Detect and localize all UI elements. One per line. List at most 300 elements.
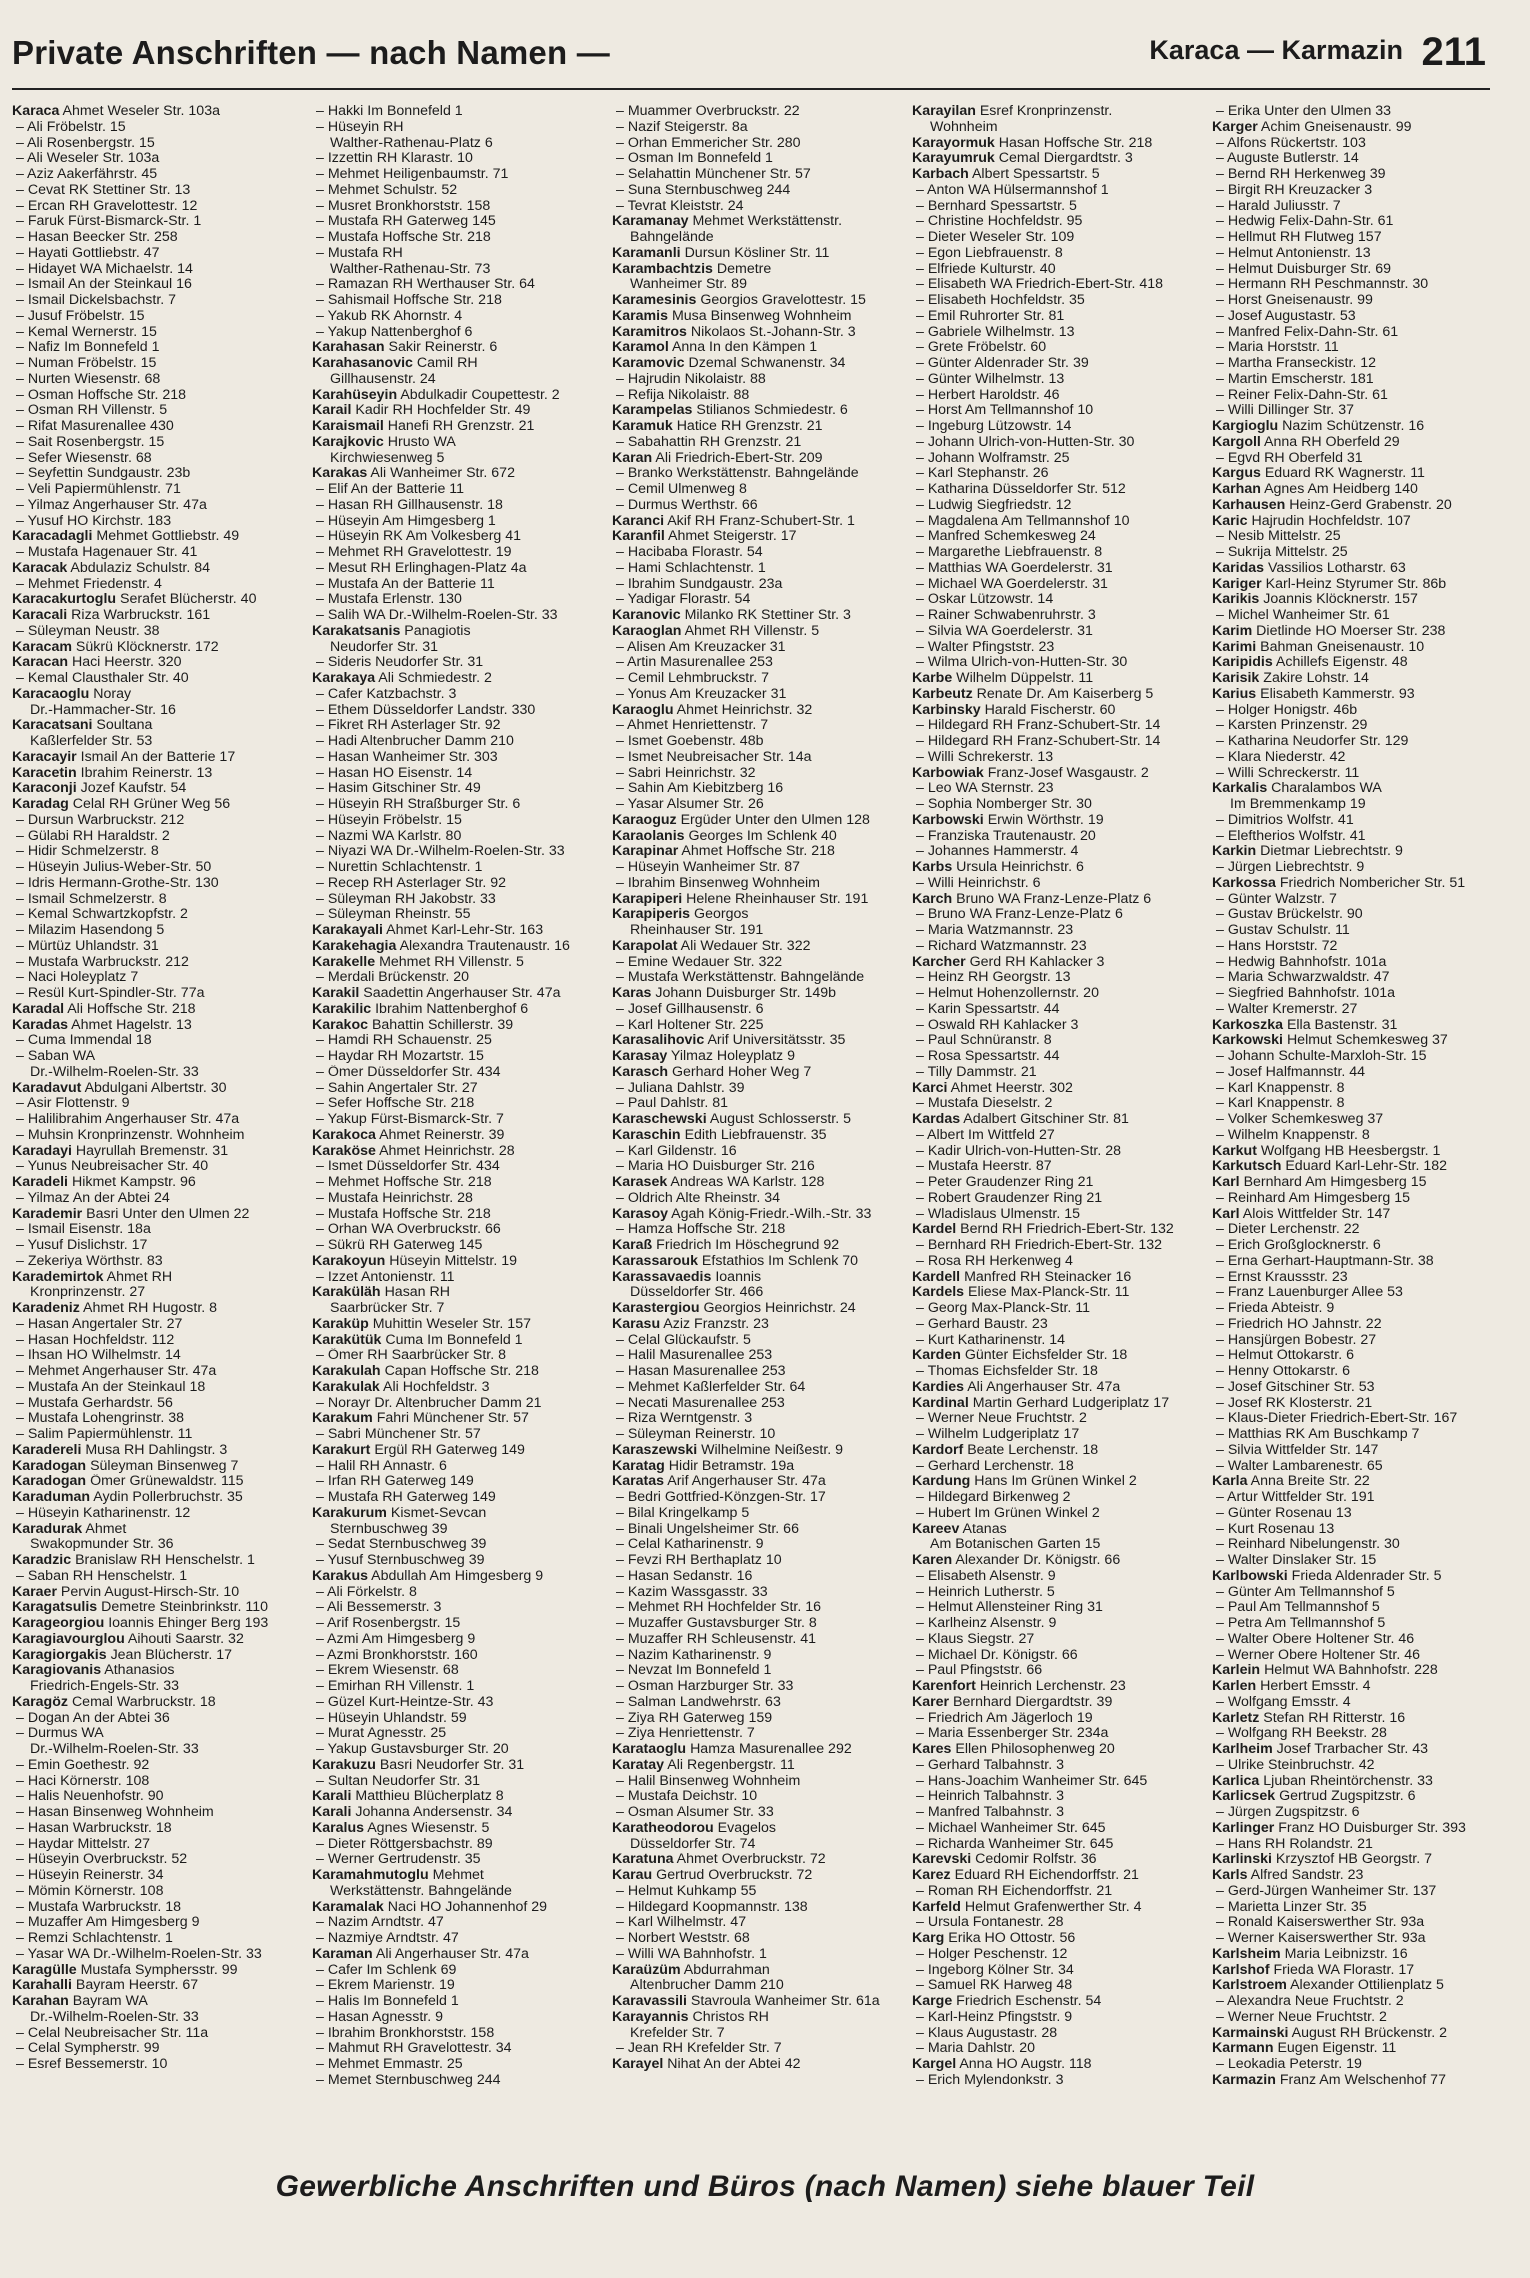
entry-details: Wolfgang HB Heesbergstr. 1 — [1260, 1143, 1441, 1159]
directory-entry — [912, 1474, 1208, 1490]
entry-details: – Manfred Talbahnstr. 3 — [916, 1805, 1065, 1820]
entry-details: Charalambos WA — [1271, 781, 1382, 797]
entry-details: Ali Angerhauser Str. 47a — [967, 1379, 1121, 1395]
directory-entry — [912, 545, 1208, 561]
directory-entry — [12, 1270, 308, 1286]
directory-entry — [612, 1852, 908, 1868]
directory-entry — [312, 876, 608, 892]
entry-details: Martin Gerhard Ludgeriplatz 17 — [972, 1395, 1170, 1411]
entry-details: – Mahmut RH Gravelottestr. 34 — [316, 2041, 512, 2057]
entry-details: – Roman RH Eichendorffstr. 21 — [916, 1883, 1113, 1899]
directory-entry — [612, 718, 908, 734]
entry-details: Kronprinzenstr. 27 — [30, 1285, 146, 1301]
directory-entry — [1212, 1175, 1502, 1191]
directory-entry — [612, 1301, 908, 1317]
entry-details: Naci HO Johannenhof 29 — [387, 1899, 548, 1915]
directory-entry — [912, 1585, 1208, 1601]
directory-entry — [12, 1679, 308, 1695]
entry-details: Hikmet Kampstr. 96 — [71, 1175, 196, 1190]
entry-surname: Karacetin — [12, 765, 77, 781]
entry-details: Anna RH Oberfeld 29 — [1264, 434, 1400, 450]
directory-entry — [912, 970, 1208, 986]
directory-entry — [12, 514, 308, 530]
directory-entry — [612, 781, 908, 797]
entry-details: Zakire Lohstr. 14 — [1263, 671, 1369, 686]
directory-entry — [312, 1112, 608, 1128]
directory-entry — [912, 514, 1208, 530]
entry-details: – Haydar Mittelstr. 27 — [16, 1836, 151, 1852]
directory-entry — [1212, 1978, 1502, 1994]
directory-entry — [12, 1648, 308, 1664]
entry-details: – Auguste Butlerstr. 14 — [1216, 151, 1359, 167]
directory-entry — [12, 1396, 308, 1412]
entry-details: – Paul Pfingststr. 66 — [916, 1663, 1043, 1679]
directory-entry — [612, 482, 908, 498]
entry-details: – Hasan Beecker Str. 258 — [16, 230, 178, 245]
directory-entry — [12, 1128, 308, 1144]
directory-entry — [612, 986, 908, 1002]
directory-entry — [312, 1474, 608, 1490]
entry-details: – Süleyman Neustr. 38 — [16, 623, 160, 639]
entry-details: Serafet Blücherstr. 40 — [120, 592, 257, 608]
directory-entry — [312, 1096, 608, 1112]
entry-details: – Orhan Emmericher Str. 280 — [616, 135, 801, 151]
directory-entry — [312, 498, 608, 514]
directory-entry — [612, 813, 908, 829]
entry-surname: Karkin — [1212, 844, 1257, 860]
entry-details: – Hasan Binsenweg Wohnheim — [16, 1805, 214, 1820]
directory-entry — [612, 1427, 908, 1443]
directory-entry — [1212, 1065, 1502, 1081]
directory-entry — [612, 388, 908, 404]
directory-entry — [912, 829, 1208, 845]
directory-entry — [12, 1364, 308, 1380]
directory-entry — [612, 120, 908, 136]
directory-entry — [912, 1852, 1208, 1868]
entry-details: Mehmet Werkstättenstr. — [692, 214, 843, 230]
entry-surname: Karakaya — [312, 671, 376, 686]
entry-surname: Karagülle — [12, 1962, 77, 1978]
entry-surname: Karadeniz — [12, 1301, 80, 1316]
entry-details: Rheinhauser Str. 191 — [630, 923, 764, 938]
directory-entry — [912, 844, 1208, 860]
entry-details: – Helmut Ottokarstr. 6 — [1216, 1348, 1354, 1364]
entry-details: Mehmet RH Villenstr. 5 — [379, 954, 524, 970]
directory-entry — [312, 529, 608, 545]
entry-details: – Rosa Spessartstr. 44 — [916, 1049, 1060, 1064]
entry-details: – Saban WA — [16, 1049, 96, 1064]
entry-details: Gertrud Overbruckstr. 72 — [656, 1868, 813, 1883]
entry-details: – Necati Masurenallee 253 — [616, 1395, 785, 1411]
entry-details: Mustafa Symphersstr. 99 — [80, 1962, 238, 1978]
entry-details: – Osman Hoffsche Str. 218 — [16, 387, 187, 403]
entry-details: – Rosa RH Herkenweg 4 — [916, 1253, 1073, 1269]
entry-details: – Helmut Duisburger Str. 69 — [1216, 261, 1392, 277]
page-header — [12, 28, 1490, 90]
entry-details: – Kurt Rosenau 13 — [1216, 1521, 1335, 1537]
entry-surname: Karasoy — [612, 1206, 668, 1222]
directory-entry — [312, 545, 608, 561]
directory-entry — [312, 1726, 608, 1742]
entry-details: – Klaus Siegstr. 27 — [916, 1631, 1035, 1647]
entry-details: – Reiner Felix-Dahn-Str. 61 — [1216, 387, 1388, 403]
entry-details: Ahmet Overbruckstr. 72 — [676, 1852, 826, 1868]
directory-entry — [912, 1175, 1208, 1191]
entry-details: Stefan RH Ritterstr. 16 — [1263, 1710, 1406, 1726]
entry-details: – Willi WA Bahnhofstr. 1 — [616, 1946, 767, 1962]
directory-entry — [1212, 1333, 1502, 1349]
directory-entry — [12, 151, 308, 167]
directory-entry — [912, 1443, 1208, 1459]
entry-details: – Hasan Angertaler Str. 27 — [16, 1316, 183, 1332]
entry-details: – Hasan Warbruckstr. 18 — [16, 1820, 172, 1836]
directory-entry — [312, 466, 608, 482]
entry-details: Friedrich Eschenstr. 54 — [956, 1994, 1102, 2009]
directory-entry — [312, 781, 608, 797]
directory-entry — [312, 1695, 608, 1711]
entry-surname: Karadogan — [12, 1458, 87, 1474]
entry-details: – Kemal Wernerstr. 15 — [16, 324, 157, 340]
entry-surname: Karkoszka — [1212, 1017, 1283, 1033]
entry-details: Capan Hoffsche Str. 218 — [384, 1364, 539, 1379]
entry-details: Dietlinde HO Moerser Str. 238 — [1256, 623, 1446, 639]
entry-surname: Karaismail — [312, 419, 384, 434]
entry-details: – Martin Emscherstr. 181 — [1216, 371, 1374, 387]
entry-details: Ibrahim Nattenberghof 6 — [375, 1001, 529, 1017]
directory-entry — [12, 1758, 308, 1774]
directory-entry — [612, 1915, 908, 1931]
directory-entry — [312, 1002, 608, 1018]
entry-details: Milanko RK Stettiner Str. 3 — [684, 608, 851, 623]
entry-details: Evagelos — [717, 1820, 777, 1836]
entry-surname: Karamanli — [612, 245, 681, 261]
entry-details: – Mehmet RH Gravelottestr. 19 — [316, 545, 512, 560]
entry-details: – Leokadia Peterstr. 19 — [1216, 2057, 1362, 2072]
directory-entry — [312, 624, 608, 640]
entry-details: Heinrich Lerchenstr. 23 — [979, 1679, 1126, 1694]
directory-entry — [1212, 1758, 1502, 1774]
entry-details: Mehmet Gottliebstr. 49 — [96, 529, 240, 545]
entry-surname: Karfeld — [912, 1899, 961, 1915]
entry-surname: Karamahmutoglu — [312, 1868, 429, 1883]
directory-entry — [312, 325, 608, 341]
entry-details: – Cemil Lehmbruckstr. 7 — [616, 671, 769, 686]
directory-entry — [912, 687, 1208, 703]
entry-details: Ibrahim Reinerstr. 13 — [80, 765, 213, 781]
directory-entry — [312, 1033, 608, 1049]
entry-details: – Dieter Weseler Str. 109 — [916, 230, 1075, 245]
entry-details: Johanna Andersenstr. 34 — [355, 1805, 513, 1820]
directory-entry — [12, 1600, 308, 1616]
directory-entry — [12, 750, 308, 766]
entry-surname: Karls — [1212, 1868, 1248, 1883]
directory-entry — [1212, 1128, 1502, 1144]
directory-column-4 — [912, 104, 1208, 2146]
entry-details: – Cafer Katzbachstr. 3 — [316, 686, 457, 702]
directory-entry — [12, 136, 308, 152]
directory-entry — [312, 293, 608, 309]
directory-entry — [912, 1884, 1208, 1900]
directory-entry — [12, 1931, 308, 1947]
directory-entry — [612, 1821, 908, 1837]
entry-details: Eugen Eigenstr. 11 — [1277, 2041, 1397, 2057]
entry-surname: Karaman — [312, 1946, 373, 1962]
entry-details: – Marietta Linzer Str. 35 — [1216, 1899, 1367, 1915]
directory-entry — [1212, 1931, 1502, 1947]
entry-surname: Karasalihovic — [612, 1033, 705, 1049]
directory-entry — [1212, 734, 1502, 750]
directory-entry — [612, 167, 908, 183]
directory-entry — [912, 388, 1208, 404]
entry-details: Georges Im Schlenk 40 — [688, 828, 837, 844]
entry-details: – Bedri Gottfried-Könzgen-Str. 17 — [616, 1490, 826, 1505]
directory-entry — [12, 2010, 308, 2026]
directory-entry — [1212, 703, 1502, 719]
directory-entry — [912, 1270, 1208, 1286]
directory-entry — [312, 1837, 608, 1853]
entry-details: – Mustafa Erlenstr. 130 — [316, 592, 462, 608]
entry-details: – Walter Obere Holtener Str. 46 — [1216, 1631, 1415, 1647]
entry-details: Ali Wedauer Str. 322 — [680, 938, 811, 954]
entry-details: Cemal Warbruckstr. 18 — [71, 1694, 216, 1710]
directory-entry — [312, 2073, 608, 2089]
directory-entry — [612, 1191, 908, 1207]
entry-details: – Reinhard Nibelungenstr. 30 — [1216, 1537, 1400, 1553]
directory-entry — [12, 1805, 308, 1821]
entry-details: – Hüseyin Katharinenstr. 12 — [16, 1505, 191, 1521]
entry-details: – Karl Stephanstr. 26 — [916, 466, 1049, 482]
entry-details: Cemal Diergardtstr. 3 — [998, 151, 1133, 167]
entry-surname: Karlheim — [1212, 1742, 1273, 1757]
entry-details: Agnes Wiesenstr. 5 — [367, 1820, 490, 1836]
entry-surname: Karamalak — [312, 1899, 384, 1915]
entry-details: – Alfons Rückertstr. 103 — [1216, 135, 1366, 151]
directory-entry — [612, 577, 908, 593]
entry-details: – Werner Kaiserswerther Str. 93a — [1216, 1931, 1426, 1946]
entry-details: – Paul Am Tellmannshof 5 — [1216, 1600, 1380, 1616]
entry-details: – Egvd RH Oberfeld 31 — [1216, 450, 1363, 466]
entry-details: – Yakub RK Ahornstr. 4 — [316, 308, 463, 324]
entry-details: – Refija Nikolaistr. 88 — [616, 387, 750, 403]
directory-entry — [912, 1018, 1208, 1034]
entry-surname: Karakurum — [312, 1505, 387, 1521]
entry-details: – Hildegard Birkenweg 2 — [916, 1490, 1071, 1505]
entry-surname: Karahasan — [312, 340, 385, 356]
directory-entry — [312, 1632, 608, 1648]
entry-details: – Ömer Düsseldorfer Str. 434 — [316, 1064, 501, 1080]
entry-details: – Klara Niederstr. 42 — [1216, 749, 1346, 765]
entry-details: – Mürtüz Uhlandstr. 31 — [16, 938, 159, 954]
entry-details: Anna In den Kämpen 1 — [671, 340, 818, 356]
directory-entry — [12, 608, 308, 624]
directory-entry — [12, 325, 308, 341]
directory-entry — [312, 1821, 608, 1837]
directory-entry — [612, 340, 908, 356]
entry-details: – Osman Harzburger Str. 33 — [616, 1679, 794, 1694]
directory-entry — [312, 372, 608, 388]
entry-details: – Manfred Schemkesweg 24 — [916, 529, 1096, 545]
directory-entry — [312, 687, 608, 703]
directory-entry — [912, 955, 1208, 971]
entry-details: – Mustafa RH Gaterweg 149 — [316, 1490, 496, 1505]
directory-entry — [912, 923, 1208, 939]
entry-details: – Mustafa Heinrichstr. 28 — [316, 1190, 473, 1206]
directory-entry — [912, 577, 1208, 593]
directory-entry — [912, 167, 1208, 183]
entry-details: Ahmet Hoffsche Str. 218 — [681, 844, 835, 860]
directory-entry — [312, 1537, 608, 1553]
entry-details: – Artur Wittfelder Str. 191 — [1216, 1490, 1375, 1505]
directory-entry — [312, 1459, 608, 1475]
directory-entry — [612, 1033, 908, 1049]
directory-entry — [1212, 199, 1502, 215]
entry-details: – Mustafa An der Steinkaul 18 — [16, 1379, 206, 1395]
entry-details: – Faruk Fürst-Bismarck-Str. 1 — [16, 214, 202, 230]
entry-surname: Karakütük — [312, 1332, 382, 1348]
entry-details: – Yusuf Dislichstr. 17 — [16, 1238, 148, 1253]
entry-details: – Mustafa Warbruckstr. 212 — [16, 954, 189, 970]
entry-surname: Karadeli — [12, 1175, 68, 1190]
entry-details: – Wilma Ulrich-von-Hutten-Str. 30 — [916, 655, 1128, 671]
entry-surname: Karanci — [612, 513, 665, 529]
entry-details: – Herbert Haroldstr. 46 — [916, 387, 1060, 403]
directory-entry — [12, 1254, 308, 1270]
entry-details: Ahmet RH — [106, 1269, 173, 1285]
entry-surname: Karagiorgakis — [12, 1647, 107, 1663]
entry-details: Cedomir Rolfstr. 36 — [975, 1852, 1097, 1868]
entry-details: – Erika Unter den Ulmen 33 — [1216, 104, 1392, 119]
entry-surname: Karcher — [912, 954, 966, 970]
directory-entry — [12, 1033, 308, 1049]
directory-entry — [612, 151, 908, 167]
directory-entry — [612, 1947, 908, 1963]
directory-entry — [312, 1868, 608, 1884]
directory-entry — [12, 923, 308, 939]
directory-entry — [12, 214, 308, 230]
entry-details: – Izzet Antonienstr. 11 — [316, 1269, 455, 1285]
entry-details: – Ernst Kraussstr. 23 — [1216, 1269, 1348, 1285]
entry-details: – Salih WA Dr.-Wilhelm-Roelen-Str. 33 — [316, 608, 558, 623]
directory-entry — [1212, 167, 1502, 183]
directory-entry — [912, 703, 1208, 719]
directory-entry — [312, 309, 608, 325]
entry-surname: Karampelas — [612, 403, 693, 419]
entry-details: – Hansjürgen Bobestr. 27 — [1216, 1332, 1377, 1348]
entry-details: Krefelder Str. 7 — [630, 2025, 725, 2041]
entry-details: Erika HO Ottostr. 56 — [948, 1931, 1076, 1946]
entry-details: – Ibrahim Bronkhorststr. 158 — [316, 2025, 495, 2041]
directory-entry — [1212, 955, 1502, 971]
entry-surname: Karden — [912, 1348, 961, 1364]
directory-entry — [312, 1128, 608, 1144]
entry-surname: Karahan — [12, 1994, 69, 2009]
directory-entry — [1212, 1427, 1502, 1443]
directory-entry — [912, 482, 1208, 498]
entry-details: – Ibrahim Binsenweg Wohnheim — [616, 875, 820, 891]
directory-entry — [912, 1522, 1208, 1538]
entry-details: Stavroula Wanheimer Str. 61a — [690, 1994, 880, 2009]
entry-details: Ioannis Ehinger Berg 193 — [108, 1616, 269, 1631]
entry-details: – Johann Wolframstr. 25 — [916, 450, 1070, 466]
entry-surname: Karaconji — [12, 781, 77, 797]
entry-details: – Manfred Felix-Dahn-Str. 61 — [1216, 324, 1399, 340]
entry-details: – Ali Rosenbergstr. 15 — [16, 135, 155, 151]
directory-entry — [912, 1333, 1208, 1349]
entry-details: – Halis Neuenhofstr. 90 — [16, 1789, 164, 1805]
directory-entry — [1212, 1569, 1502, 1585]
entry-details: Bruno WA Franz-Lenze-Platz 6 — [956, 891, 1152, 907]
directory-entry — [312, 1947, 608, 1963]
directory-entry — [12, 1443, 308, 1459]
directory-entry — [612, 1002, 908, 1018]
entry-details: Ellen Philosophenweg 20 — [955, 1742, 1115, 1757]
entry-details: – Ingeborg Kölner Str. 34 — [916, 1962, 1074, 1978]
directory-entry — [12, 1522, 308, 1538]
directory-entry — [12, 1096, 308, 1112]
directory-entry — [312, 844, 608, 860]
entry-details: – Paul Schnüranstr. 8 — [916, 1033, 1052, 1049]
directory-entry — [912, 151, 1208, 167]
directory-entry — [1212, 419, 1502, 435]
entry-details: – Ismet Neubreisacher Str. 14a — [616, 749, 812, 765]
directory-entry — [912, 1081, 1208, 1097]
directory-entry — [312, 1852, 608, 1868]
directory-entry — [1212, 514, 1502, 530]
entry-details: Frieda Aldenrader Str. 5 — [1291, 1568, 1442, 1584]
entry-details: – Yilmaz An der Abtei 24 — [16, 1190, 170, 1206]
entry-surname: Karlbowski — [1212, 1568, 1288, 1584]
header-right — [1149, 30, 1486, 75]
directory-entry — [912, 1978, 1208, 1994]
directory-entry — [912, 340, 1208, 356]
entry-surname: Karadavut — [12, 1080, 82, 1096]
entry-details: – Kadir Ulrich-von-Hutten-Str. 28 — [916, 1143, 1122, 1159]
entry-surname: Karbowiak — [912, 765, 984, 781]
entry-details: Bahngelände — [630, 230, 714, 245]
directory-entry — [312, 1238, 608, 1254]
directory-entry — [612, 1443, 908, 1459]
entry-details: Helmut WA Bahnhofstr. 228 — [1264, 1663, 1438, 1679]
directory-entry — [612, 939, 908, 955]
entry-details: – Walter Pfingststr. 23 — [916, 639, 1055, 655]
entry-surname: Karkutsch — [1212, 1159, 1282, 1175]
entry-details: Andreas WA Karlstr. 128 — [670, 1175, 825, 1190]
entry-details: Ali Schmiedestr. 2 — [378, 671, 492, 686]
entry-details: – Wilhelm Ludgeriplatz 17 — [916, 1427, 1080, 1442]
directory-entry — [612, 561, 908, 577]
directory-entry — [912, 734, 1208, 750]
directory-entry — [12, 1222, 308, 1238]
entry-details: – Celal Sympherstr. 99 — [16, 2041, 160, 2057]
directory-entry — [312, 1789, 608, 1805]
entry-details: Aihouti Saarstr. 32 — [127, 1631, 244, 1647]
directory-entry — [1212, 1443, 1502, 1459]
entry-details: Hasan RH — [384, 1285, 451, 1301]
entry-details: – Cafer Im Schlenk 69 — [316, 1962, 457, 1978]
directory-entry — [612, 1144, 908, 1160]
entry-details: – Paul Dahlstr. 81 — [616, 1096, 728, 1112]
directory-entry — [912, 419, 1208, 435]
entry-details: Alexandra Trautenaustr. 16 — [399, 938, 570, 954]
entry-details: – Gerhard Lerchenstr. 18 — [916, 1458, 1074, 1474]
directory-entry — [612, 451, 908, 467]
entry-details: – Dogan An der Abtei 36 — [16, 1710, 170, 1726]
entry-surname: Karagiavourglou — [12, 1631, 125, 1647]
entry-details: Muhittin Weseler Str. 157 — [372, 1316, 531, 1332]
directory-entry — [912, 1002, 1208, 1018]
entry-details: – Mustafa Hoffsche Str. 218 — [316, 1206, 491, 1222]
entry-details: – Alisen Am Kreuzacker 31 — [616, 639, 786, 655]
